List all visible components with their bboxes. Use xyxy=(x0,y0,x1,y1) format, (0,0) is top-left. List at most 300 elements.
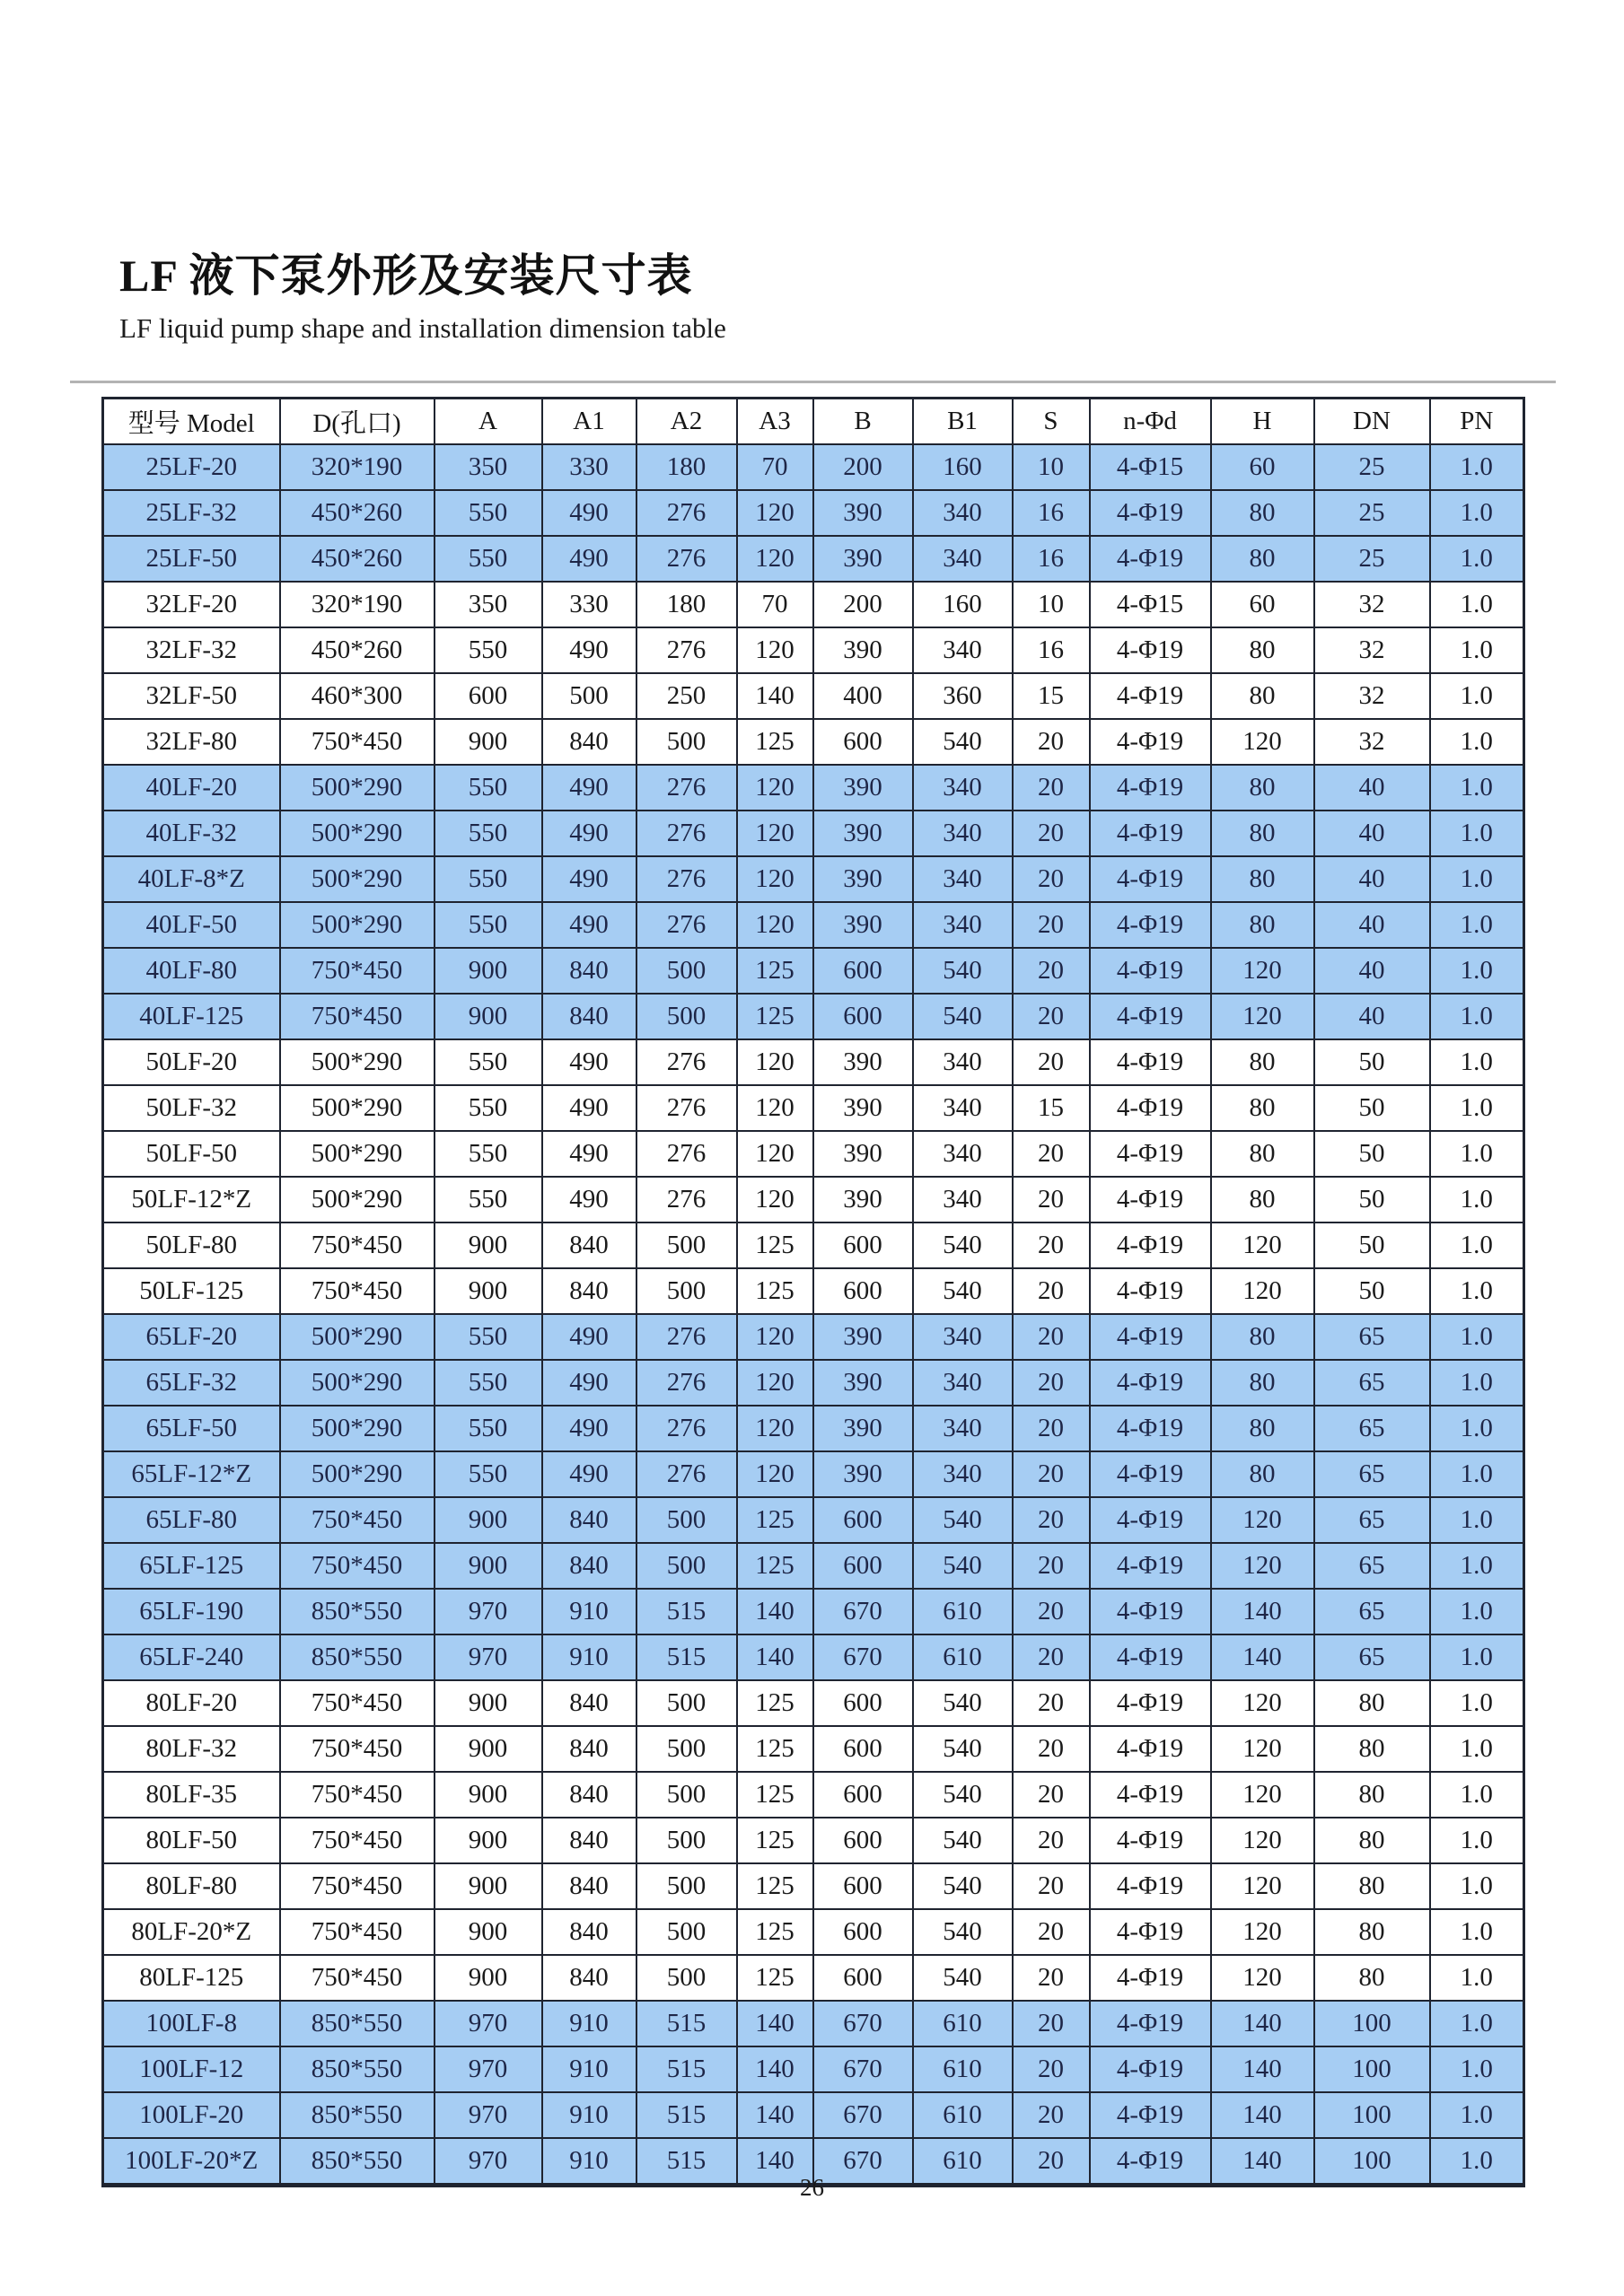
table-cell: 460*300 xyxy=(280,673,435,719)
table-cell: 340 xyxy=(913,1085,1013,1131)
table-cell: 330 xyxy=(542,444,636,490)
table-cell: 320*190 xyxy=(280,444,435,490)
table-cell: 4-Φ19 xyxy=(1090,1268,1211,1314)
table-cell: 180 xyxy=(636,444,737,490)
table-cell: 600 xyxy=(813,1222,913,1268)
table-cell: 490 xyxy=(542,902,636,948)
table-cell: 970 xyxy=(435,2092,542,2138)
table-cell: 25 xyxy=(1314,444,1430,490)
table-cell: 840 xyxy=(542,1680,636,1726)
table-cell: 670 xyxy=(813,1634,913,1680)
table-cell: 20 xyxy=(1013,902,1090,948)
table-cell: 4-Φ19 xyxy=(1090,2001,1211,2046)
table-row xyxy=(103,582,1524,627)
table-cell: 850*550 xyxy=(280,1634,435,1680)
table-cell: 25LF-32 xyxy=(103,490,280,536)
table-cell: 4-Φ19 xyxy=(1090,1360,1211,1406)
table-cell: 390 xyxy=(813,856,913,902)
table-cell: 840 xyxy=(542,1543,636,1589)
table-cell: 390 xyxy=(813,811,913,856)
table-cell: 120 xyxy=(737,1085,813,1131)
table-cell: 840 xyxy=(542,1726,636,1772)
table-cell: 600 xyxy=(813,1268,913,1314)
table-cell: 4-Φ19 xyxy=(1090,2046,1211,2092)
dimension-table xyxy=(101,397,1525,2187)
table-cell: 970 xyxy=(435,2138,542,2186)
table-cell: 750*450 xyxy=(280,1955,435,2001)
table-cell: 40 xyxy=(1314,994,1430,1039)
table-cell: 515 xyxy=(636,2138,737,2186)
table-cell: 340 xyxy=(913,627,1013,673)
table-cell: 60 xyxy=(1211,444,1314,490)
table-row xyxy=(103,811,1524,856)
table-cell: 100 xyxy=(1314,2092,1430,2138)
table-cell: 1.0 xyxy=(1430,1268,1524,1314)
table-cell: 390 xyxy=(813,490,913,536)
table-cell: 340 xyxy=(913,1177,1013,1222)
table-cell: 40LF-8*Z xyxy=(103,856,280,902)
table-cell: 900 xyxy=(435,1222,542,1268)
table-cell: 125 xyxy=(737,1543,813,1589)
table-cell: 350 xyxy=(435,444,542,490)
table-cell: 20 xyxy=(1013,811,1090,856)
table-cell: 32LF-80 xyxy=(103,719,280,765)
table-cell: 120 xyxy=(1211,1497,1314,1543)
table-cell: 20 xyxy=(1013,1406,1090,1451)
table-cell: 80LF-20*Z xyxy=(103,1909,280,1955)
table-cell: 1.0 xyxy=(1430,536,1524,582)
table-cell: 900 xyxy=(435,1497,542,1543)
table-cell: 276 xyxy=(636,1451,737,1497)
table-cell: 125 xyxy=(737,1268,813,1314)
table-cell: 4-Φ19 xyxy=(1090,2138,1211,2186)
table-cell: 340 xyxy=(913,765,1013,811)
column-header: n-Φd xyxy=(1090,399,1211,445)
table-cell: 80LF-50 xyxy=(103,1818,280,1863)
table-cell: 4-Φ19 xyxy=(1090,1314,1211,1360)
table-cell: 500 xyxy=(636,1726,737,1772)
table-cell: 850*550 xyxy=(280,2046,435,2092)
table-cell: 65 xyxy=(1314,1543,1430,1589)
table-cell: 600 xyxy=(435,673,542,719)
table-cell: 600 xyxy=(813,1955,913,2001)
table-row xyxy=(103,627,1524,673)
table-cell: 1.0 xyxy=(1430,1818,1524,1863)
table-cell: 15 xyxy=(1013,1085,1090,1131)
table-cell: 100 xyxy=(1314,2138,1430,2186)
table-cell: 390 xyxy=(813,1039,913,1085)
table-cell: 20 xyxy=(1013,2001,1090,2046)
table-cell: 40LF-80 xyxy=(103,948,280,994)
table-cell: 32 xyxy=(1314,719,1430,765)
table-cell: 900 xyxy=(435,719,542,765)
table-cell: 750*450 xyxy=(280,994,435,1039)
table-cell: 900 xyxy=(435,1955,542,2001)
table-cell: 65 xyxy=(1314,1451,1430,1497)
table-cell: 140 xyxy=(737,1589,813,1634)
table-row xyxy=(103,1222,1524,1268)
table-cell: 750*450 xyxy=(280,1818,435,1863)
table-cell: 610 xyxy=(913,1634,1013,1680)
table-cell: 125 xyxy=(737,1222,813,1268)
table-cell: 50LF-80 xyxy=(103,1222,280,1268)
table-cell: 70 xyxy=(737,582,813,627)
table-cell: 4-Φ19 xyxy=(1090,1222,1211,1268)
table-cell: 80 xyxy=(1211,1177,1314,1222)
table-row xyxy=(103,2092,1524,2138)
table-cell: 125 xyxy=(737,1863,813,1909)
table-cell: 340 xyxy=(913,1131,1013,1177)
table-cell: 500*290 xyxy=(280,1085,435,1131)
table-cell: 276 xyxy=(636,490,737,536)
table-cell: 4-Φ19 xyxy=(1090,719,1211,765)
page-title: LF 液下泵外形及安装尺寸表 xyxy=(119,250,693,301)
table-cell: 80 xyxy=(1211,1451,1314,1497)
table-row xyxy=(103,1497,1524,1543)
table-cell: 120 xyxy=(737,1314,813,1360)
table-cell: 550 xyxy=(435,1314,542,1360)
table-cell: 1.0 xyxy=(1430,1863,1524,1909)
table-cell: 900 xyxy=(435,1818,542,1863)
table-cell: 140 xyxy=(737,673,813,719)
table-cell: 80 xyxy=(1314,1909,1430,1955)
table-cell: 1.0 xyxy=(1430,1222,1524,1268)
table-cell: 20 xyxy=(1013,948,1090,994)
column-header: DN xyxy=(1314,399,1430,445)
table-cell: 276 xyxy=(636,1131,737,1177)
table-cell: 550 xyxy=(435,902,542,948)
table-cell: 490 xyxy=(542,1039,636,1085)
table-cell: 100 xyxy=(1314,2001,1430,2046)
table-cell: 600 xyxy=(813,1680,913,1726)
table-cell: 80 xyxy=(1211,1131,1314,1177)
table-cell: 65 xyxy=(1314,1360,1430,1406)
table-cell: 540 xyxy=(913,1497,1013,1543)
table-cell: 100 xyxy=(1314,2046,1430,2092)
table-cell: 500*290 xyxy=(280,811,435,856)
table-cell: 515 xyxy=(636,2001,737,2046)
table-cell: 20 xyxy=(1013,1451,1090,1497)
table-cell: 20 xyxy=(1013,1726,1090,1772)
table-cell: 4-Φ19 xyxy=(1090,1909,1211,1955)
table-cell: 490 xyxy=(542,627,636,673)
table-cell: 80 xyxy=(1211,536,1314,582)
table-cell: 4-Φ19 xyxy=(1090,1085,1211,1131)
table-cell: 750*450 xyxy=(280,1680,435,1726)
table-cell: 550 xyxy=(435,1177,542,1222)
table-row xyxy=(103,1818,1524,1863)
table-cell: 500*290 xyxy=(280,1360,435,1406)
table-cell: 340 xyxy=(913,811,1013,856)
table-cell: 4-Φ19 xyxy=(1090,948,1211,994)
table-cell: 670 xyxy=(813,2092,913,2138)
table-cell: 25LF-20 xyxy=(103,444,280,490)
table-cell: 65 xyxy=(1314,1497,1430,1543)
table-cell: 340 xyxy=(913,536,1013,582)
table-cell: 40LF-125 xyxy=(103,994,280,1039)
table-cell: 4-Φ19 xyxy=(1090,1818,1211,1863)
table-cell: 80 xyxy=(1211,1360,1314,1406)
table-cell: 390 xyxy=(813,1085,913,1131)
table-cell: 450*260 xyxy=(280,627,435,673)
table-cell: 500*290 xyxy=(280,1406,435,1451)
table-cell: 1.0 xyxy=(1430,2046,1524,2092)
table-cell: 610 xyxy=(913,1589,1013,1634)
table-cell: 840 xyxy=(542,1909,636,1955)
table-cell: 20 xyxy=(1013,1360,1090,1406)
table-cell: 550 xyxy=(435,765,542,811)
table-cell: 50 xyxy=(1314,1177,1430,1222)
table-cell: 1.0 xyxy=(1430,582,1524,627)
table-cell: 840 xyxy=(542,1772,636,1818)
table-cell: 20 xyxy=(1013,2092,1090,2138)
table-cell: 500 xyxy=(636,994,737,1039)
table-cell: 40 xyxy=(1314,856,1430,902)
table-row xyxy=(103,1680,1524,1726)
table-row xyxy=(103,1039,1524,1085)
table-cell: 140 xyxy=(1211,2001,1314,2046)
table-cell: 80 xyxy=(1211,811,1314,856)
table-cell: 540 xyxy=(913,1863,1013,1909)
table-cell: 1.0 xyxy=(1430,1772,1524,1818)
table-cell: 450*260 xyxy=(280,536,435,582)
table-cell: 340 xyxy=(913,1406,1013,1451)
table-cell: 125 xyxy=(737,1772,813,1818)
table-cell: 125 xyxy=(737,994,813,1039)
table-cell: 4-Φ19 xyxy=(1090,902,1211,948)
table-cell: 20 xyxy=(1013,1131,1090,1177)
table-cell: 65 xyxy=(1314,1314,1430,1360)
table-cell: 4-Φ19 xyxy=(1090,811,1211,856)
table-row xyxy=(103,902,1524,948)
table-cell: 4-Φ19 xyxy=(1090,1726,1211,1772)
table-cell: 1.0 xyxy=(1430,1360,1524,1406)
table-cell: 750*450 xyxy=(280,948,435,994)
table-cell: 125 xyxy=(737,1818,813,1863)
table-cell: 20 xyxy=(1013,1497,1090,1543)
table-cell: 910 xyxy=(542,1589,636,1634)
table-row xyxy=(103,765,1524,811)
table-cell: 50LF-12*Z xyxy=(103,1177,280,1222)
table-cell: 350 xyxy=(435,582,542,627)
table-cell: 125 xyxy=(737,719,813,765)
table-cell: 140 xyxy=(1211,1589,1314,1634)
table-cell: 80 xyxy=(1211,1314,1314,1360)
table-cell: 600 xyxy=(813,1543,913,1589)
table-cell: 16 xyxy=(1013,490,1090,536)
table-cell: 80 xyxy=(1314,1955,1430,2001)
table-row xyxy=(103,719,1524,765)
table-cell: 750*450 xyxy=(280,1772,435,1818)
table-cell: 32LF-50 xyxy=(103,673,280,719)
table-cell: 4-Φ19 xyxy=(1090,536,1211,582)
table-cell: 500 xyxy=(636,948,737,994)
table-cell: 4-Φ19 xyxy=(1090,994,1211,1039)
table-cell: 390 xyxy=(813,1314,913,1360)
table-cell: 276 xyxy=(636,1406,737,1451)
table-cell: 50 xyxy=(1314,1268,1430,1314)
table-cell: 500 xyxy=(636,1818,737,1863)
table-row xyxy=(103,994,1524,1039)
column-header: A2 xyxy=(636,399,737,445)
table-cell: 65LF-190 xyxy=(103,1589,280,1634)
table-cell: 276 xyxy=(636,856,737,902)
table-cell: 1.0 xyxy=(1430,1131,1524,1177)
table-cell: 500 xyxy=(636,1222,737,1268)
column-header: H xyxy=(1211,399,1314,445)
table-cell: 120 xyxy=(1211,1680,1314,1726)
table-cell: 4-Φ19 xyxy=(1090,1497,1211,1543)
table-cell: 4-Φ19 xyxy=(1090,1680,1211,1726)
table-cell: 65 xyxy=(1314,1406,1430,1451)
table-cell: 140 xyxy=(737,1634,813,1680)
column-header: B1 xyxy=(913,399,1013,445)
table-cell: 20 xyxy=(1013,856,1090,902)
table-cell: 550 xyxy=(435,1131,542,1177)
table-cell: 600 xyxy=(813,1863,913,1909)
table-cell: 20 xyxy=(1013,1772,1090,1818)
table-cell: 490 xyxy=(542,1131,636,1177)
table-cell: 900 xyxy=(435,1772,542,1818)
table-cell: 540 xyxy=(913,994,1013,1039)
table-cell: 750*450 xyxy=(280,719,435,765)
table-cell: 50LF-50 xyxy=(103,1131,280,1177)
table-cell: 550 xyxy=(435,627,542,673)
table-cell: 390 xyxy=(813,1177,913,1222)
table-cell: 276 xyxy=(636,1177,737,1222)
table-cell: 10 xyxy=(1013,444,1090,490)
table-cell: 50LF-32 xyxy=(103,1085,280,1131)
table-cell: 540 xyxy=(913,1772,1013,1818)
table-cell: 900 xyxy=(435,948,542,994)
column-header: S xyxy=(1013,399,1090,445)
table-cell: 850*550 xyxy=(280,2138,435,2186)
table-row xyxy=(103,673,1524,719)
table-cell: 4-Φ19 xyxy=(1090,627,1211,673)
table-cell: 80 xyxy=(1211,856,1314,902)
table-cell: 4-Φ19 xyxy=(1090,1039,1211,1085)
table-cell: 4-Φ19 xyxy=(1090,1406,1211,1451)
table-cell: 80 xyxy=(1211,490,1314,536)
table-cell: 65LF-12*Z xyxy=(103,1451,280,1497)
table-cell: 490 xyxy=(542,1451,636,1497)
table-cell: 390 xyxy=(813,536,913,582)
table-cell: 1.0 xyxy=(1430,1085,1524,1131)
table-cell: 4-Φ19 xyxy=(1090,1451,1211,1497)
table-cell: 25LF-50 xyxy=(103,536,280,582)
table-cell: 320*190 xyxy=(280,582,435,627)
table-row xyxy=(103,1085,1524,1131)
table-cell: 120 xyxy=(1211,1863,1314,1909)
table-cell: 65LF-125 xyxy=(103,1543,280,1589)
table-cell: 390 xyxy=(813,902,913,948)
table-cell: 750*450 xyxy=(280,1863,435,1909)
table-cell: 20 xyxy=(1013,1589,1090,1634)
table-cell: 900 xyxy=(435,1863,542,1909)
table-cell: 20 xyxy=(1013,1680,1090,1726)
table-cell: 120 xyxy=(737,627,813,673)
table-row xyxy=(103,2001,1524,2046)
table-cell: 50 xyxy=(1314,1131,1430,1177)
table-cell: 120 xyxy=(1211,1909,1314,1955)
table-cell: 340 xyxy=(913,902,1013,948)
table-cell: 20 xyxy=(1013,765,1090,811)
table-cell: 840 xyxy=(542,1268,636,1314)
table-cell: 20 xyxy=(1013,2046,1090,2092)
table-cell: 20 xyxy=(1013,1039,1090,1085)
table-cell: 276 xyxy=(636,536,737,582)
table-cell: 4-Φ19 xyxy=(1090,1589,1211,1634)
table-cell: 15 xyxy=(1013,673,1090,719)
table-cell: 4-Φ19 xyxy=(1090,1772,1211,1818)
table-cell: 65 xyxy=(1314,1589,1430,1634)
table-cell: 970 xyxy=(435,2001,542,2046)
table-cell: 840 xyxy=(542,719,636,765)
table-cell: 600 xyxy=(813,719,913,765)
table-cell: 20 xyxy=(1013,1314,1090,1360)
table-cell: 670 xyxy=(813,2046,913,2092)
table-cell: 276 xyxy=(636,627,737,673)
table-cell: 20 xyxy=(1013,994,1090,1039)
table-cell: 1.0 xyxy=(1430,948,1524,994)
table-cell: 550 xyxy=(435,856,542,902)
table-cell: 490 xyxy=(542,1314,636,1360)
table-cell: 900 xyxy=(435,1726,542,1772)
table-cell: 550 xyxy=(435,1451,542,1497)
table-cell: 900 xyxy=(435,1909,542,1955)
table-cell: 670 xyxy=(813,2138,913,2186)
table-cell: 550 xyxy=(435,490,542,536)
table-cell: 500*290 xyxy=(280,765,435,811)
table-cell: 80LF-35 xyxy=(103,1772,280,1818)
table-cell: 750*450 xyxy=(280,1726,435,1772)
table-cell: 490 xyxy=(542,811,636,856)
table-cell: 1.0 xyxy=(1430,902,1524,948)
table-cell: 120 xyxy=(1211,1772,1314,1818)
table-cell: 515 xyxy=(636,2092,737,2138)
table-cell: 515 xyxy=(636,2046,737,2092)
table-cell: 100LF-20*Z xyxy=(103,2138,280,2186)
table-cell: 550 xyxy=(435,536,542,582)
table-cell: 500 xyxy=(636,1497,737,1543)
table-cell: 120 xyxy=(737,856,813,902)
table-cell: 540 xyxy=(913,1543,1013,1589)
table-cell: 500 xyxy=(636,719,737,765)
table-cell: 140 xyxy=(1211,2092,1314,2138)
table-cell: 540 xyxy=(913,1680,1013,1726)
table-cell: 180 xyxy=(636,582,737,627)
table-cell: 1.0 xyxy=(1430,1177,1524,1222)
column-header: A1 xyxy=(542,399,636,445)
table-cell: 70 xyxy=(737,444,813,490)
table-cell: 500 xyxy=(636,1543,737,1589)
table-cell: 4-Φ19 xyxy=(1090,1634,1211,1680)
table-row xyxy=(103,1589,1524,1634)
table-cell: 20 xyxy=(1013,1863,1090,1909)
table-cell: 610 xyxy=(913,2001,1013,2046)
table-cell: 1.0 xyxy=(1430,2138,1524,2186)
table-cell: 550 xyxy=(435,1039,542,1085)
table-cell: 515 xyxy=(636,1634,737,1680)
table-row xyxy=(103,1268,1524,1314)
table-cell: 910 xyxy=(542,2046,636,2092)
table-cell: 340 xyxy=(913,1360,1013,1406)
table-row xyxy=(103,490,1524,536)
table-cell: 80LF-80 xyxy=(103,1863,280,1909)
table-cell: 610 xyxy=(913,2046,1013,2092)
table-cell: 750*450 xyxy=(280,1909,435,1955)
table-cell: 120 xyxy=(737,536,813,582)
